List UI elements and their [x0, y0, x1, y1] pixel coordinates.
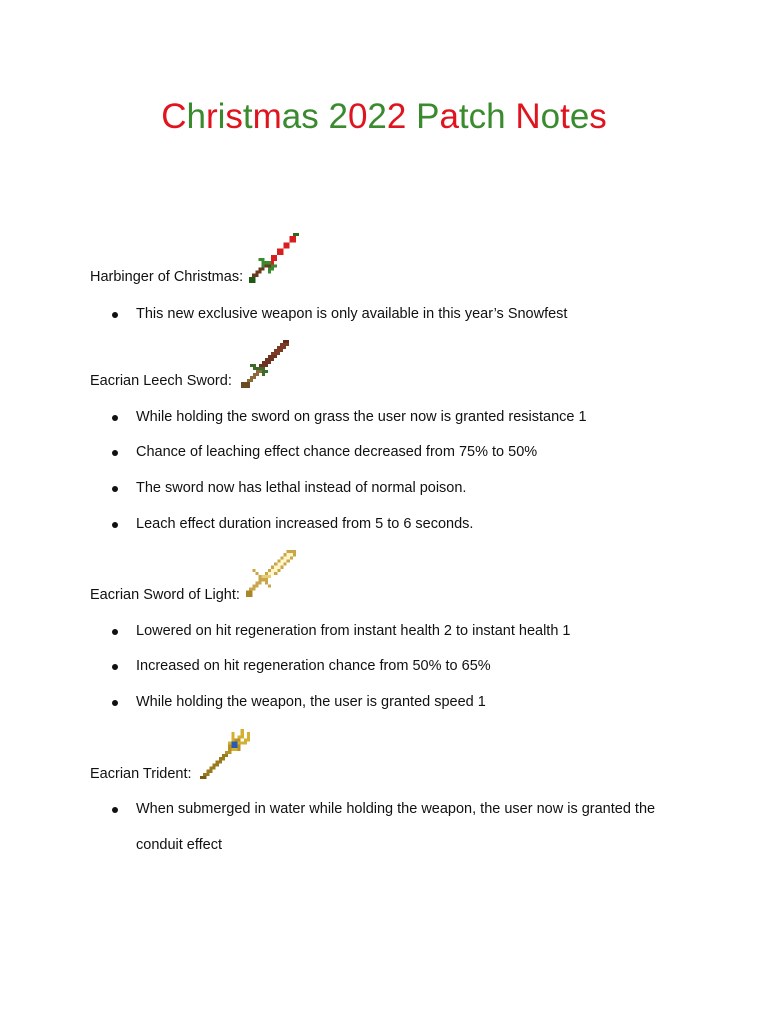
title-letter: o: [540, 97, 561, 136]
bullet-icon: [112, 700, 118, 706]
title-letter: m: [252, 97, 282, 136]
bullet-icon: [112, 807, 118, 813]
title-letter: [319, 97, 329, 136]
title-letter: 2: [328, 97, 348, 136]
title-letter: s: [225, 97, 243, 136]
light-sword-icon: [246, 550, 296, 600]
title-letter: s: [301, 97, 319, 136]
bullet-icon: [112, 522, 118, 528]
title-letter: 2: [367, 97, 387, 136]
bullet-icon: [112, 486, 118, 492]
title-letter: h: [486, 97, 506, 136]
title-letter: C: [161, 97, 187, 136]
title-letter: P: [416, 97, 440, 136]
list-item-continuation: conduit effect: [136, 837, 222, 853]
bullet-icon: [112, 629, 118, 635]
bullet-icon: [112, 415, 118, 421]
title-letter: 0: [347, 97, 368, 136]
title-letter: e: [569, 97, 590, 136]
title-letter: h: [186, 97, 206, 136]
page-title: [0, 95, 768, 139]
weapon-heading-harbinger: Harbinger of Christmas:: [90, 269, 244, 285]
title-letter: i: [217, 97, 226, 136]
bullet-icon: [112, 450, 118, 456]
weapon-heading-trident: Eacrian Trident:: [90, 766, 192, 782]
title-letter: a: [281, 97, 302, 136]
title-letter: N: [515, 97, 541, 136]
title-letter: [506, 97, 516, 136]
title-letter: t: [560, 97, 570, 136]
bullet-icon: [112, 664, 118, 670]
title-letter: [406, 97, 416, 136]
title-letter: r: [205, 97, 218, 136]
title-letter: a: [439, 97, 459, 136]
candy-cane-sword-icon: [248, 233, 300, 283]
leech-sword-icon: [241, 340, 289, 388]
title-letter: t: [242, 97, 253, 136]
bullet-icon: [112, 312, 118, 318]
weapon-heading-sword-of-light: Eacrian Sword of Light:: [90, 587, 240, 603]
title-letter: c: [468, 97, 487, 136]
title-letter: s: [589, 97, 607, 136]
trident-icon: [200, 729, 250, 779]
title-letter: t: [458, 97, 469, 136]
weapon-heading-leech-sword: Eacrian Leech Sword:: [90, 373, 232, 389]
title-letter: 2: [386, 97, 407, 136]
